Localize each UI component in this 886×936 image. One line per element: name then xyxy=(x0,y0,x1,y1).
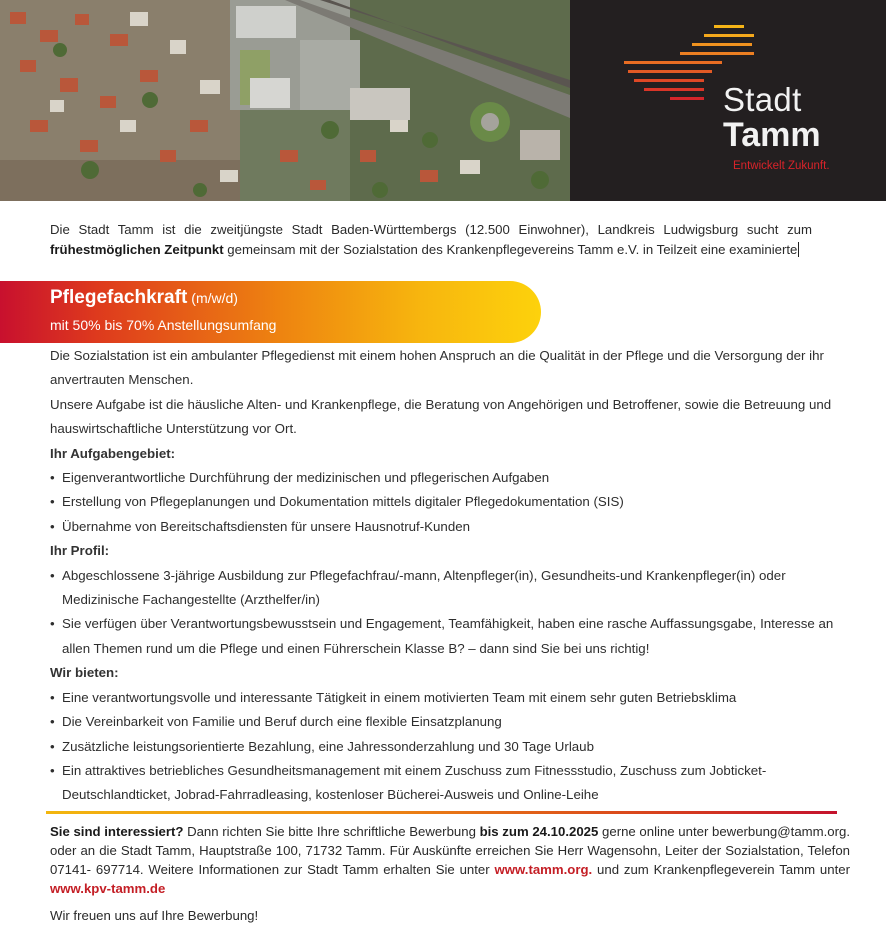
offer-list xyxy=(50,686,852,808)
list-item: • Die Vereinbarkeit von Familie und Beruf durch eine flexible Einsatzplanung xyxy=(50,710,852,734)
header xyxy=(0,0,886,201)
logo-tagline: Entwickelt Zukunft. xyxy=(733,160,830,172)
intro-text-1: Die Stadt Tamm ist die zweitjüngste Stadt Baden-Württembergs (12.500 Einwohner), Landkreis Ludwigsburg sucht zum xyxy=(50,222,812,237)
closing-lead: Sie sind interessiert? xyxy=(50,824,184,839)
offer-heading: Wir bieten: xyxy=(50,665,119,681)
tasks-list xyxy=(50,466,852,539)
intro-bold: frühestmöglichen Zeitpunkt xyxy=(50,241,224,257)
description-paragraph: Unsere Aufgabe ist die häusliche Alten- und Krankenpflege, die Beratung von Angehörigen und Betroffener, sowie die Betreuung und hauswirtschaftliche Unterstützung vor Ort. xyxy=(50,396,832,437)
logo-stadt-text: Stadt xyxy=(723,81,802,118)
intro-paragraph xyxy=(50,220,812,259)
closing-paragraph xyxy=(50,822,850,898)
logo-panel xyxy=(570,0,886,201)
job-title xyxy=(50,287,238,309)
gradient-divider xyxy=(46,811,837,814)
closing-text-1: Dann richten Sie bitte Ihre schriftliche Bewerbung xyxy=(183,824,480,839)
list-item: • Übernahme von Bereitschaftsdiensten für unsere Hausnotruf-Kunden xyxy=(50,515,852,539)
list-item: • Eigenverantwortliche Durchführung der medizinischen und pflegerischen Aufgaben xyxy=(50,466,852,490)
profile-heading: Ihr Profil: xyxy=(50,543,110,559)
closing-text-2: gerne online unter bewerbung@tamm.org. oder an die Stadt Tamm, Hauptstraße 100, 71732 Tamm. Für Auskünfte erreichen Sie Herr Wagensohn, Leiter der Sozialstation, Telefon 07141- 697714. Weitere Informationen zur Stadt Tamm erhalten Sie unter xyxy=(50,824,851,877)
list-item: • Eine verantwortungsvolle und interessante Tätigkeit in einem motivierten Team mit einem sehr guten Betriebsklima xyxy=(50,686,852,710)
list-item: • Zusätzliche leistungsorientierte Bezahlung, eine Jahressonderzahlung und 30 Tage Urlaub xyxy=(50,735,852,759)
job-subtitle: mit 50% bis 70% Anstellungsumfang xyxy=(50,317,277,333)
text-cursor xyxy=(798,242,799,257)
job-title-banner xyxy=(0,281,541,343)
job-title-text: Pflegefachkraft xyxy=(50,287,188,308)
list-item: • Abgeschlossene 3-jährige Ausbildung zur Pflegefachfrau/-mann, Altenpfleger(in), Gesundheits-und Krankenpfleger(in) oder Medizinische Fachangestellte (Arzthelfer/in) xyxy=(50,564,852,613)
job-title-suffix: (m/w/d) xyxy=(191,290,238,306)
closing-text-3: und zum Krankenpflegeverein Tamm unter xyxy=(592,862,850,877)
list-item: • Ein attraktives betriebliches Gesundheitsmanagement mit einem Zuschuss zum Fitnessstudio, Zuschuss zum Jobticket-Deutschlandticket, Jobrad-Fahrradleasing, kostenloser Bücherei-Ausweis und Online-Leihe xyxy=(50,759,852,808)
list-item: • Sie verfügen über Verantwortungsbewusstsein und Engagement, Teamfähigkeit, haben eine rasche Auffassungsgabe, Interesse an allen Themen rund um die Pflege und einen Führerschein Klasse B? – dann sind Sie bei uns richtig! xyxy=(50,612,852,661)
job-description xyxy=(50,344,852,808)
logo-tamm-text: Tamm xyxy=(723,116,821,154)
thanks-line: Wir freuen uns auf Ihre Bewerbung! xyxy=(50,908,259,923)
profile-list xyxy=(50,564,852,662)
description-paragraph: Die Sozialstation ist ein ambulanter Pflegedienst mit einem hohen Anspruch an die Qualität in der Pflege und die Versorgung der ihr anvertrauten Menschen. xyxy=(50,348,824,388)
tamm-website-link[interactable]: www.tamm.org. xyxy=(494,862,593,877)
list-item: • Erstellung von Pflegeplanungen und Dokumentation mittels digitaler Pflegedokumentation (SIS) xyxy=(50,490,852,514)
aerial-photo xyxy=(0,0,570,201)
intro-text-2: gemeinsam mit der Sozialstation des Krankenpflegevereins Tamm e.V. in Teilzeit eine examinierte xyxy=(223,241,798,257)
kpv-website-link[interactable]: www.kpv-tamm.de xyxy=(50,881,166,896)
tasks-heading: Ihr Aufgabengebiet: xyxy=(50,445,176,461)
closing-deadline: bis zum 24.10.2025 xyxy=(479,824,599,839)
